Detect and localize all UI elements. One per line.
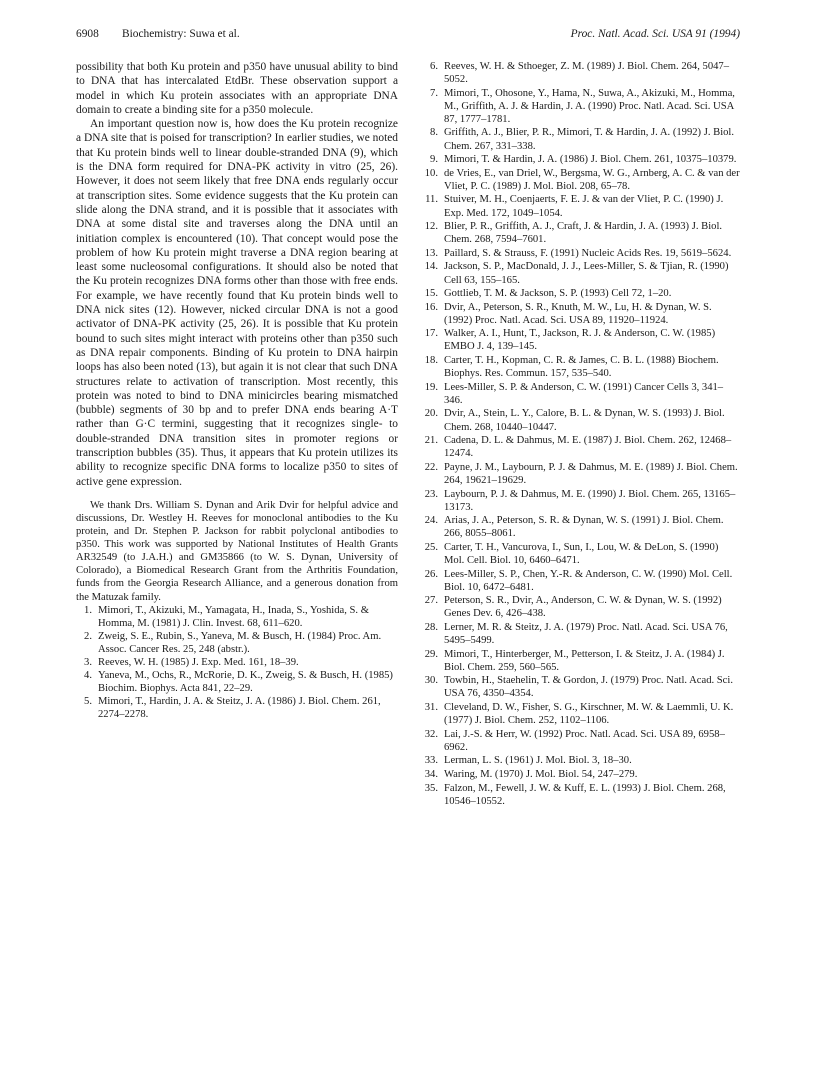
reference-item — [422, 701, 740, 727]
reference-number: 5. — [84, 696, 92, 708]
reference-text: Mimori, T., Hinterberger, M., Petterson, I. & Steitz, J. A. (1984) J. Biol. Chem. 259, 560–565. — [444, 648, 725, 673]
reference-number: 25. — [424, 541, 438, 553]
reference-number: 30. — [424, 675, 438, 687]
reference-item — [422, 461, 740, 487]
right-column — [422, 60, 740, 808]
reference-item — [422, 674, 740, 700]
reference-text: Lai, J.-S. & Herr, W. (1992) Proc. Natl. Acad. Sci. USA 89, 6958–6962. — [444, 728, 725, 753]
reference-item — [422, 434, 740, 460]
reference-number: 34. — [424, 768, 438, 780]
reference-number: 22. — [424, 461, 438, 473]
reference-text: Waring, M. (1970) J. Mol. Biol. 54, 247–279. — [444, 768, 638, 780]
reference-text: Dvir, A., Peterson, S. R., Knuth, M. W., Lu, H. & Dynan, W. S. (1992) Proc. Natl. Acad. Sci. USA 89, 11920–11924. — [444, 301, 712, 326]
reference-item — [422, 287, 740, 300]
reference-text: Reeves, W. H. (1985) J. Exp. Med. 161, 18–39. — [98, 657, 299, 669]
reference-item — [422, 301, 740, 327]
reference-item — [422, 782, 740, 808]
reference-item — [422, 594, 740, 620]
reference-item — [422, 153, 740, 166]
journal-citation: Proc. Natl. Acad. Sci. USA 91 (1994) — [570, 28, 740, 40]
reference-number: 4. — [84, 670, 92, 682]
running-header — [76, 28, 740, 44]
reference-number: 27. — [424, 595, 438, 607]
reference-number: 35. — [424, 782, 438, 794]
reference-item — [422, 488, 740, 514]
reference-text: Peterson, S. R., Dvir, A., Anderson, C. W. & Dynan, W. S. (1992) Genes Dev. 6, 426–438. — [444, 595, 722, 620]
acknowledgment: We thank Drs. William S. Dynan and Arik Dvir for helpful advice and discussions, Dr. Westley H. Reeves for monoclonal antibodies to the Ku protein, and Dr. Stephen P. Jackson for rabbit polyclonal antibodies to p350. This work was supported by National Institutes of Health Grants AR32549 (to J.A.H.) and GM35866 (to W. S. Dynan, University of Colorado), a Biomedical Research Grant from the Arthritis Foundation, funds from the Georgia Research Alliance, and a generous donation from the Matuzak family. — [76, 499, 398, 603]
reference-text: Carter, T. H., Vancurova, I., Sun, I., Lou, W. & DeLon, S. (1990) Mol. Cell. Biol. 10, 6460–6471. — [444, 541, 719, 566]
reference-number: 8. — [430, 127, 438, 139]
body-paragraph: possibility that both Ku protein and p350 have unusual ability to bind to DNA that has intercalated EtdBr. These observation support a model in which Ku protein associates with an appropriate DNA domain to create a binding site for a p350 molecule. — [76, 61, 398, 116]
reference-text: Stuiver, M. H., Coenjaerts, F. E. J. & van der Vliet, P. C. (1990) J. Exp. Med. 172, 1049–1054. — [444, 194, 724, 219]
reference-text: Lees-Miller, S. P., Chen, Y.-R. & Anderson, C. W. (1990) Mol. Cell. Biol. 10, 6472–6481. — [444, 568, 733, 593]
reference-text: Payne, J. M., Laybourn, P. J. & Dahmus, M. E. (1989) J. Biol. Chem. 264, 19621–19629. — [444, 461, 738, 486]
reference-number: 21. — [424, 435, 438, 447]
reference-text: Reeves, W. H. & Sthoeger, Z. M. (1989) J. Biol. Chem. 264, 5047–5052. — [444, 61, 730, 86]
reference-text: Arias, J. A., Peterson, S. R. & Dynan, W. S. (1991) J. Biol. Chem. 266, 8055–8061. — [444, 515, 724, 540]
reference-text: Mimori, T. & Hardin, J. A. (1986) J. Biol. Chem. 261, 10375–10379. — [444, 154, 737, 166]
reference-number: 24. — [424, 515, 438, 527]
reference-number: 33. — [424, 755, 438, 767]
reference-number: 23. — [424, 488, 438, 500]
reference-text: Lees-Miller, S. P. & Anderson, C. W. (1991) Cancer Cells 3, 341–346. — [444, 381, 724, 406]
reference-text: Towbin, H., Staehelin, T. & Gordon, J. (1979) Proc. Natl. Acad. Sci. USA 76, 4350–4354. — [444, 675, 733, 700]
reference-item — [422, 60, 740, 86]
reference-text: Mimori, T., Akizuki, M., Yamagata, H., Inada, S., Yoshida, S. & Homma, M. (1981) J. Clin. Invest. 68, 611–620. — [98, 604, 369, 629]
reference-item — [422, 768, 740, 781]
reference-number: 19. — [424, 381, 438, 393]
reference-number: 17. — [424, 328, 438, 340]
reference-item — [422, 260, 740, 286]
reference-number: 2. — [84, 630, 92, 642]
reference-number: 32. — [424, 728, 438, 740]
reference-list — [422, 60, 740, 808]
reference-number: 13. — [424, 247, 438, 259]
reference-number: 6. — [430, 61, 438, 72]
reference-text: Lerman, L. S. (1961) J. Mol. Biol. 3, 18–30. — [444, 755, 632, 767]
reference-item — [422, 541, 740, 567]
reference-text: Blier, P. R., Griffith, A. J., Craft, J. & Hardin, J. A. (1993) J. Biol. Chem. 268, 7594–7601. — [444, 221, 723, 246]
reference-number: 26. — [424, 568, 438, 580]
reference-item — [422, 728, 740, 754]
reference-item — [422, 126, 740, 152]
reference-item — [422, 754, 740, 767]
reference-item — [422, 327, 740, 353]
reference-text: Zweig, S. E., Rubin, S., Yaneva, M. & Busch, H. (1984) Proc. Am. Assoc. Cancer Res. 25, 248 (abstr.). — [98, 630, 382, 655]
reference-text: Yaneva, M., Ochs, R., McRorie, D. K., Zweig, S. & Busch, H. (1985) Biochim. Biophys. Acta 841, 22–29. — [98, 670, 393, 695]
reference-number: 29. — [424, 648, 438, 660]
reference-item — [422, 220, 740, 246]
reference-item — [422, 247, 740, 260]
reference-item — [422, 87, 740, 126]
reference-number: 7. — [430, 87, 438, 99]
reference-number: 10. — [424, 167, 438, 179]
reference-number: 18. — [424, 355, 438, 367]
reference-text: Mimori, T., Ohosone, Y., Hama, N., Suwa, A., Akizuki, M., Homma, M., Griffith, A. J. & Hardin, J. A. (1990) Proc. Natl. Acad. Sci. USA 87, 1777–1781. — [444, 87, 735, 125]
reference-number: 28. — [424, 621, 438, 633]
reference-text: Lerner, M. R. & Steitz, J. A. (1979) Proc. Natl. Acad. Sci. USA 76, 5495–5499. — [444, 621, 728, 647]
reference-number: 20. — [424, 408, 438, 420]
reference-text: Gottlieb, T. M. & Jackson, S. P. (1993) Cell 72, 1–20. — [444, 288, 672, 300]
page-number: 6908 — [76, 28, 99, 40]
reference-text: Walker, A. I., Hunt, T., Jackson, R. J. & Anderson, C. W. (1985) EMBO J. 4, 139–145. — [444, 328, 716, 353]
reference-text: Laybourn, P. J. & Dahmus, M. E. (1990) J. Biol. Chem. 265, 13165–13173. — [444, 488, 736, 513]
reference-text: Falzon, M., Fewell, J. W. & Kuff, E. L. (1993) J. Biol. Chem. 268, 10546–10552. — [444, 782, 726, 807]
reference-number: 31. — [424, 702, 438, 713]
reference-number: 12. — [424, 221, 438, 233]
reference-text: Mimori, T., Hardin, J. A. & Steitz, J. A. (1986) J. Biol. Chem. 261, 2274–2278. — [98, 696, 381, 721]
reference-item — [76, 669, 398, 695]
reference-number: 16. — [424, 301, 438, 313]
reference-item — [422, 193, 740, 219]
reference-number: 15. — [424, 288, 438, 300]
reference-item — [76, 656, 398, 669]
reference-item — [422, 648, 740, 674]
reference-text: Cleveland, D. W., Fisher, S. G., Kirschner, M. W. & Laemmli, U. K. (1977) J. Biol. Chem. 252, 1102–1106. — [444, 702, 734, 727]
reference-item — [422, 381, 740, 407]
reference-number: 1. — [84, 604, 92, 616]
reference-item — [422, 621, 740, 647]
reference-item — [76, 695, 398, 721]
reference-number: 11. — [425, 194, 438, 206]
reference-item — [422, 354, 740, 380]
reference-text: Paillard, S. & Strauss, F. (1991) Nucleic Acids Res. 19, 5619–5624. — [444, 247, 732, 259]
reference-text: Cadena, D. L. & Dahmus, M. E. (1987) J. Biol. Chem. 262, 12468–12474. — [444, 435, 732, 460]
left-column — [76, 60, 398, 722]
reference-item — [76, 630, 398, 656]
reference-item — [422, 568, 740, 594]
body-paragraph: An important question now is, how does the Ku protein recognize a DNA site that is poised for transcription? In earlier studies, we noted that Ku protein binds well to linear double-stranded DNA (9), which is the DNA form required for DNA-PK activity in vitro (25, 26). However, it does not seem likely that free DNA ends regularly occur at transcription sites. Some evidence suggests that the Ku protein can slide along the DNA strand, and it is possible that it associates with DNA at some distal site and traverses along the DNA until an initiation complex is encountered (10). That concept would pose the problem of how Ku protein might traverse a DNA region bearing at least some nucleosomal configurations. It should also be noted that the Ku protein recognizes DNA forms other than those with free ends. For example, we have recently found that Ku protein binds well to DNA nick sites (12). However, nicked circular DNA is not a good activator of DNA-PK activity (25, 26). It is possible that Ku protein bound to such sites might interact with proteins other than p350 such as DNA repair components. Binding of Ku protein to DNA hairpin loops has also been noted (13), but again it is not clear that such DNA structures relate to activation of transcription. Most recently, this protein was noted to bind to DNA minicircles bearing mismatched (bubble) segments of 30 bp and to prefer DNA ends bearing A·T rather than G·C termini, suggesting that it recognizes single- to double-stranded DNA transition sites in promoter regions or transcription bubbles (35). Thus, it appears that Ku protein utilizes its ability to recognize specific DNA forms to localize p350 to sites of active gene expression. — [76, 118, 398, 488]
reference-number: 3. — [84, 657, 92, 669]
running-title: Biochemistry: Suwa et al. — [122, 28, 240, 40]
reference-item — [422, 407, 740, 433]
reference-item — [422, 514, 740, 540]
reference-number: 14. — [424, 261, 438, 273]
reference-item — [422, 167, 740, 193]
reference-text: Carter, T. H., Kopman, C. R. & James, C. B. L. (1988) Biochem. Biophys. Res. Commun. 157, 535–540. — [444, 355, 719, 380]
reference-item — [76, 604, 398, 630]
reference-number: 9. — [430, 154, 438, 166]
reference-list — [76, 604, 398, 722]
reference-text: Dvir, A., Stein, L. Y., Calore, B. L. & Dynan, W. S. (1993) J. Biol. Chem. 268, 10440–10447. — [444, 408, 725, 433]
reference-text: de Vries, E., van Driel, W., Bergsma, W. G., Arnberg, A. C. & van der Vliet, P. C. (1989) J. Mol. Biol. 208, 65–78. — [444, 167, 740, 192]
reference-text: Griffith, A. J., Blier, P. R., Mimori, T. & Hardin, J. A. (1992) J. Biol. Chem. 267, 331–338. — [444, 127, 735, 152]
reference-text: Jackson, S. P., MacDonald, J. J., Lees-Miller, S. & Tjian, R. (1990) Cell 63, 155–165. — [444, 261, 729, 286]
